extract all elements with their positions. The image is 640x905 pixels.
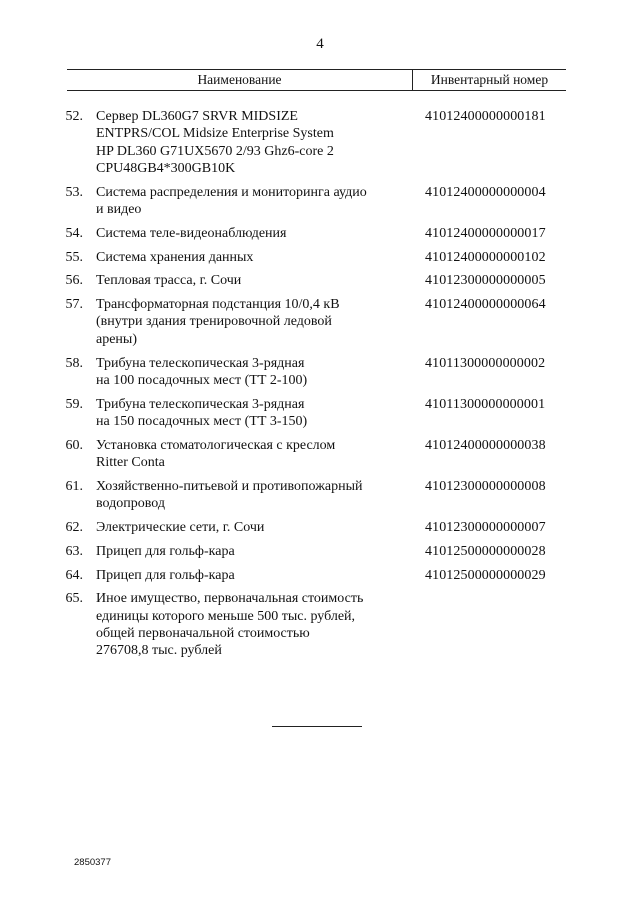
row-name: Система распределения и мониторинга аудио и видео [96,184,367,217]
table-row [0,478,640,513]
row-name: Трансформаторная подстанция 10/0,4 кВ (внутри здания тренировочной ледовой арены) [96,297,340,347]
row-inventory-number: 41012400000000102 [425,249,546,265]
row-name: Прицеп для гольф-кара [96,543,235,559]
table-body [0,108,640,666]
row-name: Тепловая трасса, г. Сочи [96,273,242,289]
table-row [0,437,640,472]
table-row [0,249,640,266]
table-row [0,396,640,431]
page-number: 4 [316,36,324,52]
row-name: Трибуна телескопическая 3-рядная на 150 посадочных мест (ТТ 3-150) [96,396,308,429]
row-number: 61. [65,478,83,494]
row-name: Трибуна телескопическая 3-рядная на 100 посадочных мест (ТТ 2-100) [96,355,308,388]
row-number: 65. [65,591,83,607]
row-number: 58. [65,355,83,371]
closing-divider [272,726,362,727]
table-row [0,184,640,219]
row-number: 63. [65,543,83,559]
row-number: 55. [65,249,83,265]
row-inventory-number: 41012500000000028 [425,543,546,559]
row-name: Хозяйственно-питьевой и противопожарный водопровод [96,478,363,512]
table-row [0,590,640,659]
row-name: Система хранения данных [96,249,254,265]
row-number: 57. [65,297,83,313]
table-row [0,355,640,390]
row-inventory-number: 41012300000000008 [425,478,546,494]
row-number: 62. [65,519,83,535]
header-inventory-column: Инвентарный номер [430,72,549,87]
row-name: Система теле-видеонаблюдения [96,225,287,241]
row-inventory-number: 41011300000000002 [425,355,546,371]
table-row [0,225,640,242]
table-row [0,519,640,536]
row-name: Электрические сети, г. Сочи [96,519,265,535]
document-code: 2850377 [74,857,111,868]
row-number: 59. [65,396,83,412]
row-inventory-number: 41012500000000029 [425,567,546,583]
row-inventory-number: 41012400000000064 [425,297,546,313]
row-name: Установка стоматологическая с креслом Ritter Conta [96,437,336,471]
row-number: 60. [65,437,83,453]
row-inventory-number: 41012300000000005 [425,273,546,289]
table-row [0,108,640,177]
row-inventory-number: 41012400000000038 [425,437,546,453]
row-name: Иное имущество, первоначальная стоимость единицы которого меньше 500 тыс. рублей, общей первоначальной стоимостью 276708,8 тыс. рублей [96,591,364,659]
row-inventory-number: 41011300000000001 [425,396,546,412]
row-inventory-number [411,590,585,659]
table-row [0,296,640,348]
row-inventory-number: 41012300000000007 [425,519,546,535]
row-inventory-number: 41012400000000004 [425,184,546,200]
row-inventory-number: 41012400000000181 [425,109,546,124]
row-number: 54. [65,225,83,241]
row-number: 56. [65,273,83,289]
table-row [0,272,640,289]
table-row [0,567,640,584]
row-number: 52. [65,109,83,124]
row-name: Прицеп для гольф-кара [96,567,235,583]
table-row [0,543,640,560]
row-number: 53. [65,184,83,200]
row-inventory-number: 41012400000000017 [425,225,546,241]
header-name-column: Наименование [67,70,413,90]
row-number: 64. [65,567,83,583]
table-header [67,69,566,91]
row-name: Сервер DL360G7 SRVR MIDSIZE ENTPRS/COL Midsize Enterprise System HP DL360 G71UX5670 2/93 Ghz6-core 2 CPU48GB4*300GB10K [96,109,334,176]
